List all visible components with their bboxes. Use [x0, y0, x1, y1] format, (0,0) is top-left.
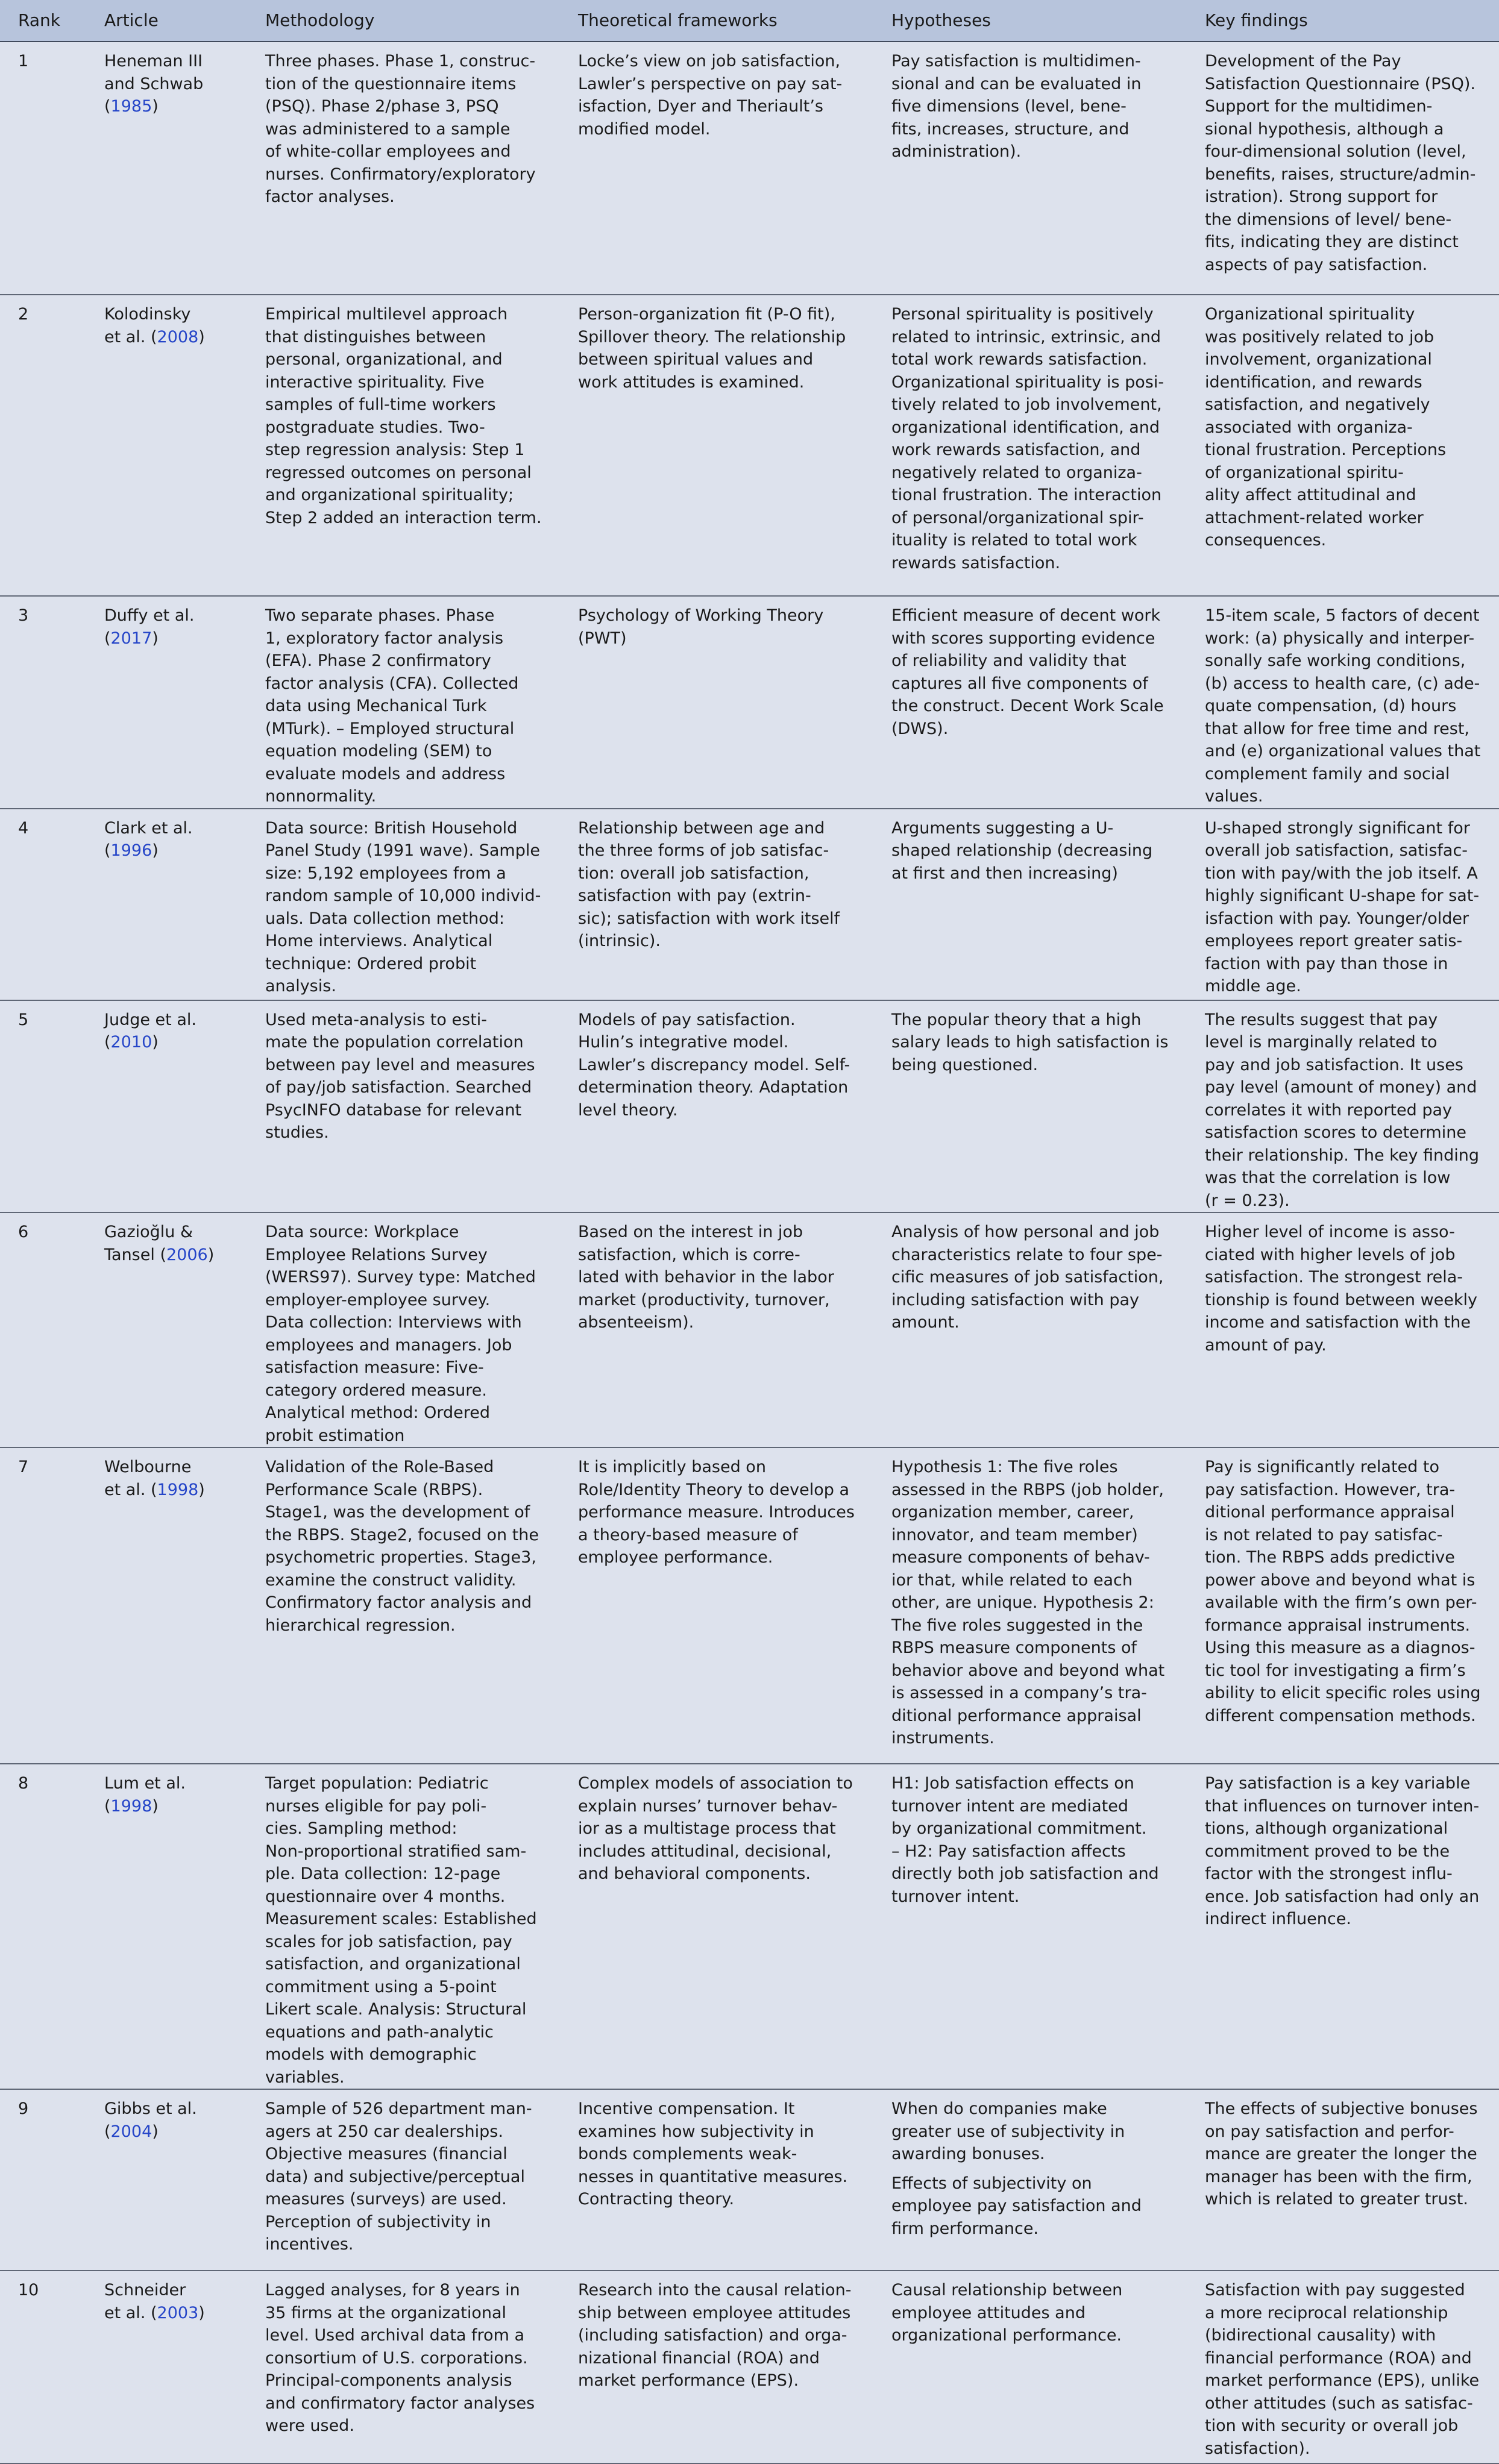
- header-article: Article: [86, 0, 247, 42]
- article-cell: [86, 295, 247, 596]
- hypothesis-paragraph: Arguments suggesting a U- shaped relationship (decreasing at first and then increasing): [891, 818, 1153, 883]
- hypotheses-cell: [873, 295, 1187, 596]
- rank-cell: 8: [0, 1764, 86, 2089]
- table-row: [0, 809, 1499, 1000]
- article-cell: [86, 1000, 247, 1213]
- methodology-cell: Used meta-analysis to esti- mate the population correlation between pay level and measures of pay/job satisfaction. Searched PsycINFO database for relevant studies.: [247, 1000, 560, 1213]
- header-row: [0, 0, 1499, 42]
- article-cell: [86, 1447, 247, 1764]
- citation-close-paren: ): [152, 629, 159, 648]
- hypotheses-cell: [873, 2089, 1187, 2271]
- article-cell: [86, 2271, 247, 2463]
- theoretical-frameworks-cell: Locke’s view on job satisfaction, Lawler’s perspective on pay sat- isfaction, Dyer and Theriault’s modified model.: [560, 42, 873, 295]
- article-authors: Schneider et al. (: [104, 2281, 186, 2322]
- rank-cell: 7: [0, 1447, 86, 1764]
- key-findings-cell: Organizational spirituality was positively related to job involvement, organizational identification, and rewards satisfaction, and negatively associated with organiza- tional frustration. Perceptions of organizational spiritu- ality affect attitudinal and attachment-related worker consequences.: [1187, 295, 1499, 596]
- citation-close-paren: ): [152, 1796, 159, 1816]
- methodology-cell: Target population: Pediatric nurses eligible for pay poli- cies. Sampling method: Non-proportional stratified sam- ple. Data collection: 12-page questionnaire over 4 months. Measurement scales: Established scales for job satisfaction, pay satisfaction, and organizational commitment using a 5-point Likert scale. Analysis: Structural equations and path-analytic models with demographic variables.: [247, 1764, 560, 2089]
- citation-year-link[interactable]: 1985: [110, 97, 152, 116]
- hypothesis-paragraph: Personal spirituality is positively related to intrinsic, extrinsic, and total work rewards satisfaction. Organizational spirituality is posi- tively related to job involvement, organizational identification, and work rewards satisfaction, and negatively related to organiza- tional frustration. The interaction of personal/organizational spir- ituality is related to total work rewards satisfaction.: [891, 305, 1164, 572]
- table-row: [0, 596, 1499, 809]
- theoretical-frameworks-cell: Models of pay satisfaction. Hulin’s integrative model. Lawler’s discrepancy model. Self- determination theory. Adaptation level theory.: [560, 1000, 873, 1213]
- article-authors: Heneman III and Schwab (: [104, 52, 204, 116]
- citation-year-link[interactable]: 1996: [110, 841, 152, 860]
- article-authors: Kolodinsky et al. (: [104, 305, 191, 346]
- article-authors: Lum et al. (: [104, 1774, 186, 1816]
- theoretical-frameworks-cell: Research into the causal relation- ship between employee attitudes (including satisfaction) and orga- nizational financial (ROA) and market performance (EPS).: [560, 2271, 873, 2463]
- citation-close-paren: ): [198, 327, 205, 346]
- hypothesis-paragraph: H1: Job satisfaction effects on turnover intent are mediated by organizational commitment. – H2: Pay satisfaction affects directly both job satisfaction and turnover intent.: [891, 1774, 1159, 1906]
- citation-year-link[interactable]: 2003: [157, 2303, 199, 2322]
- theoretical-frameworks-cell: It is implicitly based on Role/Identity Theory to develop a performance measure. Introduces a theory-based measure of employee performance.: [560, 1447, 873, 1764]
- theoretical-frameworks-cell: Psychology of Working Theory (PWT): [560, 596, 873, 809]
- key-findings-cell: Development of the Pay Satisfaction Questionnaire (PSQ). Support for the multidimen- sional hypothesis, although a four-dimensional solution (level, benefits, raises, structure/admin- istration). Strong support for the dimensions of level/ bene- fits, indicating they are distinct aspects of pay satisfaction.: [1187, 42, 1499, 295]
- table-row: [0, 1764, 1499, 2089]
- citation-year-link[interactable]: 1998: [157, 1480, 199, 1499]
- citation-close-paren: ): [198, 1480, 205, 1499]
- hypothesis-paragraph: The popular theory that a high salary leads to high satisfaction is being questioned.: [891, 1010, 1169, 1074]
- header-theoretical-frameworks: Theoretical frameworks: [560, 0, 873, 42]
- rank-cell: 1: [0, 42, 86, 295]
- citation-close-paren: ): [207, 1245, 215, 1264]
- article-authors: Duffy et al. (: [104, 606, 195, 648]
- citation-close-paren: ): [152, 841, 159, 860]
- table-row: [0, 2089, 1499, 2271]
- key-findings-cell: Satisfaction with pay suggested a more reciprocal relationship (bidirectional causality) with financial performance (ROA) and market performance (EPS), unlike other attitudes (such as satisfac- tion with security or overall job satisfaction).: [1187, 2271, 1499, 2463]
- key-findings-cell: The effects of subjective bonuses on pay satisfaction and perfor- mance are greater the longer the manager has been with the firm, which is related to greater trust.: [1187, 2089, 1499, 2271]
- citation-year-link[interactable]: 2006: [166, 1245, 208, 1264]
- theoretical-frameworks-cell: Based on the interest in job satisfaction, which is corre- lated with behavior in the labor market (productivity, turnover, absenteeism).: [560, 1212, 873, 1447]
- rank-cell: 2: [0, 295, 86, 596]
- article-authors: Gazioğlu & Tansel (: [104, 1223, 193, 1264]
- article-cell: [86, 809, 247, 1000]
- table-row: [0, 1212, 1499, 1447]
- methodology-cell: Three phases. Phase 1, construc- tion of the questionnaire items (PSQ). Phase 2/phase 3, PSQ was administered to a sample of white-collar employees and nurses. Confirmatory/exploratory factor analyses.: [247, 42, 560, 295]
- citation-close-paren: ): [152, 1033, 159, 1052]
- citation-year-link[interactable]: 2017: [110, 629, 152, 648]
- header-hypotheses: Hypotheses: [873, 0, 1187, 42]
- table-row: [0, 1447, 1499, 1764]
- article-cell: [86, 2089, 247, 2271]
- header-rank: Rank: [0, 0, 86, 42]
- hypothesis-paragraph: Analysis of how personal and job characteristics relate to four spe- cific measures of job satisfaction, including satisfaction with pay amount.: [891, 1223, 1164, 1332]
- citation-close-paren: ): [198, 2303, 205, 2322]
- hypothesis-paragraph: Efficient measure of decent work with scores supporting evidence of reliability and validity that captures all five components of the construct. Decent Work Scale (DWS).: [891, 606, 1164, 738]
- hypothesis-paragraph: When do companies make greater use of subjectivity in awarding bonuses.: [891, 2099, 1125, 2163]
- hypotheses-cell: [873, 1764, 1187, 2089]
- hypotheses-cell: [873, 1212, 1187, 1447]
- key-findings-cell: Pay satisfaction is a key variable that influences on turnover inten- tions, although organizational commitment proved to be the factor with the strongest influ- ence. Job satisfaction had only an indirect influence.: [1187, 1764, 1499, 2089]
- table-row: [0, 2271, 1499, 2463]
- hypotheses-cell: [873, 42, 1187, 295]
- table-row: [0, 295, 1499, 596]
- citation-year-link[interactable]: 2008: [157, 327, 199, 346]
- hypotheses-cell: [873, 809, 1187, 1000]
- table-row: [0, 1000, 1499, 1213]
- hypothesis-paragraph: Effects of subjectivity on employee pay satisfaction and firm performance.: [891, 2174, 1142, 2238]
- article-cell: [86, 596, 247, 809]
- methodology-cell: Validation of the Role-Based Performance Scale (RBPS). Stage1, was the development of the RBPS. Stage2, focused on the psychometric properties. Stage3, examine the construct validity. Confirmatory factor analysis and hierarchical regression.: [247, 1447, 560, 1764]
- hypothesis-paragraph: Hypothesis 1: The five roles assessed in the RBPS (job holder, organization member, career, innovator, and team member) measure components of behav- ior that, while related to each other, are unique. Hypothesis 2: The five roles suggested in the RBPS measure components of behavior above and beyond what is assessed in a company’s tra- ditional performance appraisal instruments.: [891, 1458, 1165, 1748]
- theoretical-frameworks-cell: Incentive compensation. It examines how subjectivity in bonds complements weak- nesses in quantitative measures. Contracting theory.: [560, 2089, 873, 2271]
- citation-year-link[interactable]: 1998: [110, 1796, 152, 1816]
- methodology-cell: Sample of 526 department man- agers at 250 car dealerships. Objective measures (financial data) and subjective/perceptual measures (surveys) are used. Perception of subjectivity in incentives.: [247, 2089, 560, 2271]
- theoretical-frameworks-cell: Complex models of association to explain nurses’ turnover behav- ior as a multistage process that includes attitudinal, decisional, and behavioral components.: [560, 1764, 873, 2089]
- table-header: [0, 0, 1499, 42]
- methodology-cell: Data source: British Household Panel Study (1991 wave). Sample size: 5,192 employees from a random sample of 10,000 individ- uals. Data collection method: Home interviews. Analytical technique: Ordered probit analysis.: [247, 809, 560, 1000]
- hypothesis-paragraph: Causal relationship between employee attitudes and organizational performance.: [891, 2281, 1123, 2345]
- methodology-cell: Empirical multilevel approach that distinguishes between personal, organizational, and interactive spirituality. Five samples of full-time workers postgraduate studies. Two- step regression analysis: Step 1 regressed outcomes on personal and organizational spirituality; Step 2 added an interaction term.: [247, 295, 560, 596]
- table-body: [0, 42, 1499, 2463]
- article-cell: [86, 1212, 247, 1447]
- theoretical-frameworks-cell: Relationship between age and the three forms of job satisfac- tion: overall job satisfaction, satisfaction with pay (extrin- sic); satisfaction with work itself (intrinsic).: [560, 809, 873, 1000]
- article-authors: Welbourne et al. (: [104, 1458, 192, 1499]
- article-cell: [86, 1764, 247, 2089]
- header-key-findings: Key findings: [1187, 0, 1499, 42]
- key-findings-cell: Higher level of income is asso- ciated with higher levels of job satisfaction. The strongest rela- tionship is found between weekly income and satisfaction with the amount of pay.: [1187, 1212, 1499, 1447]
- rank-cell: 9: [0, 2089, 86, 2271]
- rank-cell: 10: [0, 2271, 86, 2463]
- rank-cell: 5: [0, 1000, 86, 1213]
- citation-close-paren: ): [152, 97, 159, 116]
- table-row: [0, 42, 1499, 295]
- rank-cell: 3: [0, 596, 86, 809]
- hypotheses-cell: [873, 596, 1187, 809]
- hypotheses-cell: [873, 1000, 1187, 1213]
- methodology-cell: Data source: Workplace Employee Relations Survey (WERS97). Survey type: Matched employer-employee survey. Data collection: Interviews with employees and managers. Job satisfaction measure: Five- category ordered measure. Analytical method: Ordered probit estimation: [247, 1212, 560, 1447]
- key-findings-cell: The results suggest that pay level is marginally related to pay and job satisfaction. It uses pay level (amount of money) and correlates it with reported pay satisfaction scores to determine their relationship. The key finding was that the correlation is low (r = 0.23).: [1187, 1000, 1499, 1213]
- methodology-cell: Two separate phases. Phase 1, exploratory factor analysis (EFA). Phase 2 confirmatory factor analysis (CFA). Collected data using Mechanical Turk (MTurk). – Employed structural equation modeling (SEM) to evaluate models and address nonnormality.: [247, 596, 560, 809]
- hypotheses-cell: [873, 1447, 1187, 1764]
- rank-cell: 4: [0, 809, 86, 1000]
- article-authors: Judge et al. (: [104, 1010, 196, 1052]
- key-findings-cell: U-shaped strongly significant for overall job satisfaction, satisfac- tion with pay/with the job itself. A highly significant U-shape for sat- isfaction with pay. Younger/older employees report greater satis- faction with pay than those in middle age.: [1187, 809, 1499, 1000]
- key-findings-cell: 15-item scale, 5 factors of decent work: (a) physically and interper- sonally safe working conditions, (b) access to health care, (c) ade- quate compensation, (d) hours that allow for free time and rest, and (e) organizational values that complement family and social values.: [1187, 596, 1499, 809]
- article-authors: Gibbs et al. (: [104, 2099, 197, 2141]
- article-authors: Clark et al. (: [104, 818, 193, 860]
- rank-cell: 6: [0, 1212, 86, 1447]
- methodology-cell: Lagged analyses, for 8 years in 35 firms at the organizational level. Used archival data from a consortium of U.S. corporations. Principal-components analysis and confirmatory factor analyses were used.: [247, 2271, 560, 2463]
- citation-close-paren: ): [152, 2122, 159, 2141]
- header-methodology: Methodology: [247, 0, 560, 42]
- key-findings-cell: Pay is significantly related to pay satisfaction. However, tra- ditional performance appraisal is not related to pay satisfac- tion. The RBPS adds predictive power above and beyond what is available with the firm’s own per- formance appraisal instruments. Using this measure as a diagnos- tic tool for investigating a firm’s ability to elicit specific roles using different compensation methods.: [1187, 1447, 1499, 1764]
- citation-year-link[interactable]: 2010: [110, 1033, 152, 1052]
- hypotheses-cell: [873, 2271, 1187, 2463]
- article-cell: [86, 42, 247, 295]
- hypothesis-paragraph: Pay satisfaction is multidimen- sional and can be evaluated in five dimensions (level, bene- fits, increases, structure, and administration).: [891, 52, 1142, 161]
- theoretical-frameworks-cell: Person-organization fit (P-O fit), Spillover theory. The relationship between spiritual values and work attitudes is examined.: [560, 295, 873, 596]
- citation-year-link[interactable]: 2004: [110, 2122, 152, 2141]
